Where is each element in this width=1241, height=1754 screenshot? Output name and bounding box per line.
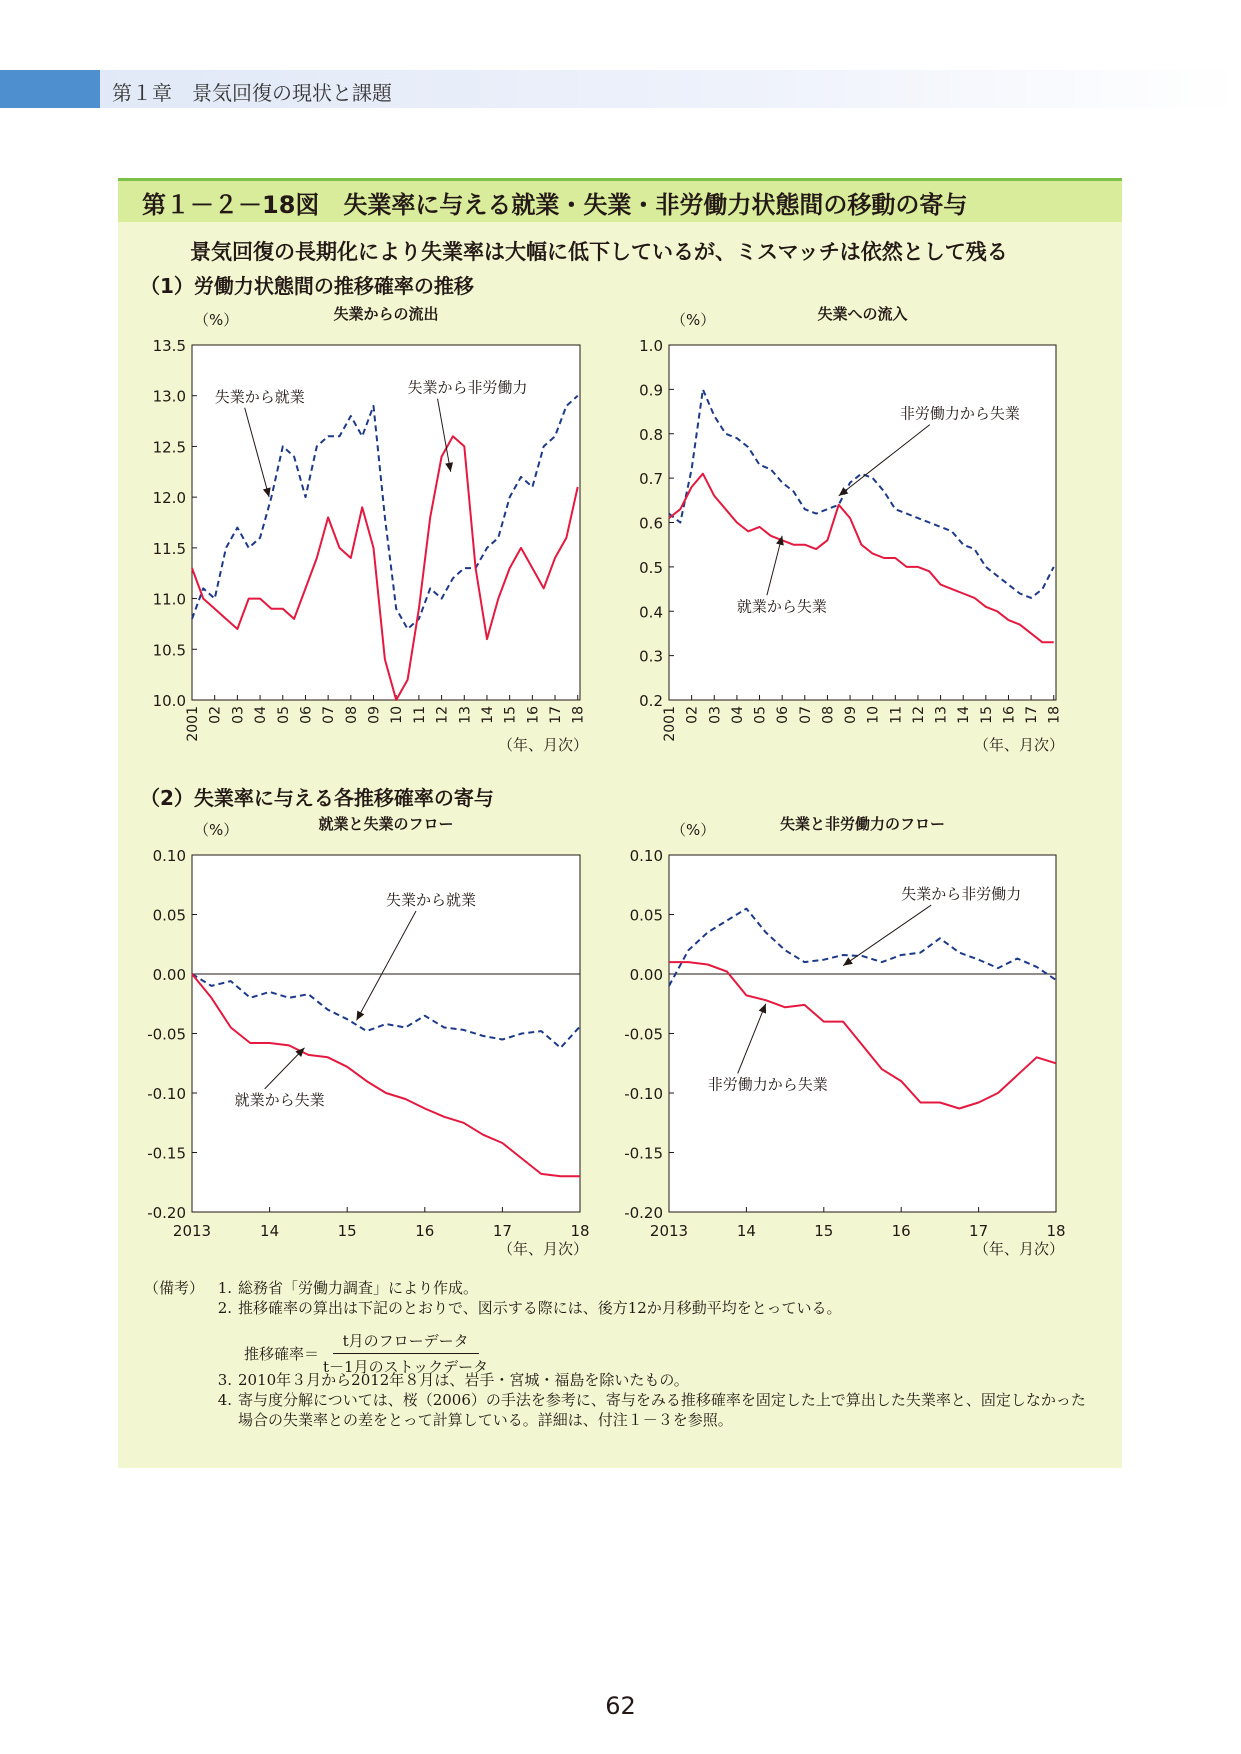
y-tick-label: -0.10 (147, 1085, 186, 1103)
x-tick-label: 2001 (185, 706, 201, 742)
x-tick-label: 12 (910, 706, 927, 724)
x-tick-label: 12 (434, 706, 451, 724)
section-1-heading: （1）労働力状態間の推移確率の推移 (140, 274, 474, 298)
x-tick-label: 17 (548, 706, 565, 724)
page-number: 62 (605, 1692, 636, 1720)
x-unit-label: （年、月次） (973, 1240, 1064, 1258)
chart-title: 就業と失業のフロー (318, 815, 454, 833)
x-tick-label: 18 (1046, 1222, 1066, 1240)
series-annotation: 就業から失業 (234, 1090, 325, 1109)
note-1: 総務省「労働力調査」により作成。 (238, 1279, 479, 1297)
x-tick-label: 18 (570, 706, 587, 724)
series-annotation: 就業から失業 (736, 597, 827, 616)
y-tick-label: 0.6 (639, 514, 663, 533)
y-tick-label: -0.15 (624, 1144, 663, 1163)
x-tick-label: 14 (479, 706, 496, 724)
figure-subtitle: 景気回復の長期化により失業率は大幅に低下しているが、ミスマッチは依然として残る (190, 240, 1008, 264)
chapter-header: 第１章 景気回復の現状と課題 (112, 81, 392, 105)
x-tick-label: 07 (797, 706, 814, 724)
x-tick-label: 05 (752, 706, 769, 724)
y-tick-label: 13.0 (152, 387, 186, 406)
section-2-heading: （2）失業率に与える各推移確率の寄与 (140, 786, 494, 810)
x-tick-label: 11 (888, 706, 905, 724)
y-tick-label: 11.0 (152, 590, 186, 609)
y-tick-label: 0.4 (639, 603, 663, 622)
y-tick-label: -0.15 (147, 1144, 186, 1163)
y-unit-label: （%） (194, 821, 239, 839)
y-tick-label: 0.5 (639, 558, 663, 577)
x-tick-label: 14 (956, 706, 973, 724)
chart-1 (153, 305, 588, 754)
series-annotation: 失業から就業 (386, 890, 477, 909)
y-unit-label: （%） (194, 311, 239, 329)
y-tick-label: 11.5 (152, 539, 186, 558)
note-2: 推移確率の算出は下記のとおりで、図示する際には、後方12か月移動平均をとっている。 (238, 1299, 842, 1317)
series-annotation: 失業から就業 (214, 387, 305, 406)
series-annotation: 失業から非労働力 (407, 378, 528, 397)
formula-lhs: 推移確率＝ (244, 1345, 320, 1363)
y-tick-label: 0.05 (152, 906, 186, 925)
chart-3 (147, 815, 589, 1258)
x-tick-label: 18 (1046, 706, 1063, 724)
y-tick-label: 12.0 (152, 489, 186, 508)
x-tick-label: 09 (843, 706, 860, 724)
y-tick-label: 0.00 (629, 966, 663, 984)
y-tick-label: 0.05 (629, 906, 663, 925)
x-tick-label: 06 (775, 706, 792, 724)
chart-title: 失業からの流出 (333, 305, 439, 323)
plot-area (669, 855, 1056, 1212)
x-tick-label: 05 (275, 706, 292, 724)
x-unit-label: （年、月次） (973, 736, 1064, 754)
x-tick-label: 15 (814, 1222, 834, 1240)
formula-denominator: t－1月のストックデータ (323, 1358, 489, 1376)
x-tick-label: 16 (1001, 705, 1018, 724)
x-tick-label: 15 (337, 1222, 357, 1240)
y-tick-label: -0.05 (624, 1025, 663, 1044)
notes-label: （備考） (144, 1279, 205, 1297)
y-tick-label: 13.5 (152, 337, 186, 355)
x-tick-label: 04 (729, 706, 746, 724)
y-tick-label: 0.00 (152, 966, 186, 984)
x-tick-label: 14 (260, 1222, 280, 1240)
formula-numerator: t月のフローデータ (333, 1330, 479, 1354)
chart-4 (624, 815, 1065, 1258)
x-tick-label: 02 (684, 706, 701, 724)
y-unit-label: （%） (671, 821, 716, 839)
x-tick-label: 10 (389, 706, 406, 724)
y-tick-label: 0.7 (639, 470, 663, 489)
series-annotation: 非労働力から失業 (707, 1075, 828, 1094)
series-annotation: 失業から非労働力 (901, 885, 1022, 904)
x-tick-label: 08 (820, 706, 837, 724)
note-4: 寄与度分解については、桜（2006）の手法を参考に、寄与をみる推移確率を固定した上で算出した失業率と、固定しなかった場合の失業率との差をとって計算している。詳細は、付注１－３を参照。 (238, 1391, 1086, 1429)
note-3: 2010年３月から2012年８月は、岩手・宮城・福島を除いたもの。 (238, 1371, 689, 1389)
x-tick-label: 18 (570, 1222, 590, 1240)
x-tick-label: 07 (321, 706, 338, 724)
x-tick-label: 02 (207, 706, 224, 724)
y-tick-label: 10.0 (152, 692, 186, 710)
note-number: 3. (217, 1371, 232, 1389)
note-number: 1. (217, 1279, 232, 1297)
x-tick-label: 17 (492, 1222, 512, 1240)
x-tick-label: 17 (969, 1222, 989, 1240)
x-tick-label: 09 (366, 706, 383, 724)
formula (244, 1330, 488, 1377)
chart-title: 失業への流入 (817, 305, 908, 323)
x-tick-label: 13 (933, 706, 950, 724)
y-unit-label: （%） (671, 311, 716, 329)
series-annotation: 非労働力から失業 (899, 404, 1020, 423)
y-tick-label: -0.05 (147, 1025, 186, 1044)
x-tick-label: 15 (502, 706, 519, 724)
y-tick-label: 10.5 (152, 641, 186, 660)
x-tick-label: 16 (415, 1222, 435, 1240)
y-tick-label: 0.10 (629, 847, 663, 865)
x-tick-label: 13 (457, 706, 474, 724)
y-tick-label: -0.20 (147, 1204, 186, 1222)
x-tick-label: 2013 (649, 1222, 689, 1240)
note-number: 4. (217, 1391, 232, 1409)
y-tick-label: 0.2 (639, 692, 663, 710)
y-tick-label: 0.9 (639, 381, 663, 400)
x-tick-label: 10 (865, 706, 882, 724)
y-tick-label: 0.8 (639, 425, 663, 444)
chart-2 (639, 305, 1064, 754)
figure-title: 第１－２－18図 失業率に与える就業・失業・非労働力状態間の移動の寄与 (142, 191, 968, 219)
x-tick-label: 11 (411, 706, 428, 724)
x-tick-label: 14 (736, 1222, 756, 1240)
y-tick-label: -0.20 (624, 1204, 663, 1222)
x-tick-label: 2001 (662, 706, 678, 742)
y-tick-label: 1.0 (639, 337, 663, 355)
y-tick-label: 12.5 (152, 438, 186, 457)
x-unit-label: （年、月次） (497, 736, 588, 754)
y-tick-label: -0.10 (624, 1085, 663, 1103)
x-tick-label: 06 (298, 706, 315, 724)
y-tick-label: 0.3 (639, 647, 663, 666)
y-tick-label: 0.10 (152, 847, 186, 865)
formula-fraction (323, 1330, 488, 1377)
x-tick-label: 03 (707, 706, 724, 724)
x-tick-label: 17 (1024, 706, 1041, 724)
x-tick-label: 2013 (172, 1222, 212, 1240)
x-tick-label: 15 (978, 706, 995, 724)
x-tick-label: 08 (343, 706, 360, 724)
x-tick-label: 03 (230, 706, 247, 724)
note-number: 2. (217, 1299, 232, 1317)
x-tick-label: 16 (891, 1222, 911, 1240)
x-unit-label: （年、月次） (497, 1240, 588, 1258)
chart-title: 失業と非労働力のフロー (779, 815, 946, 833)
x-tick-label: 04 (253, 706, 270, 724)
x-tick-label: 16 (525, 706, 542, 724)
plot-area (669, 345, 1056, 700)
